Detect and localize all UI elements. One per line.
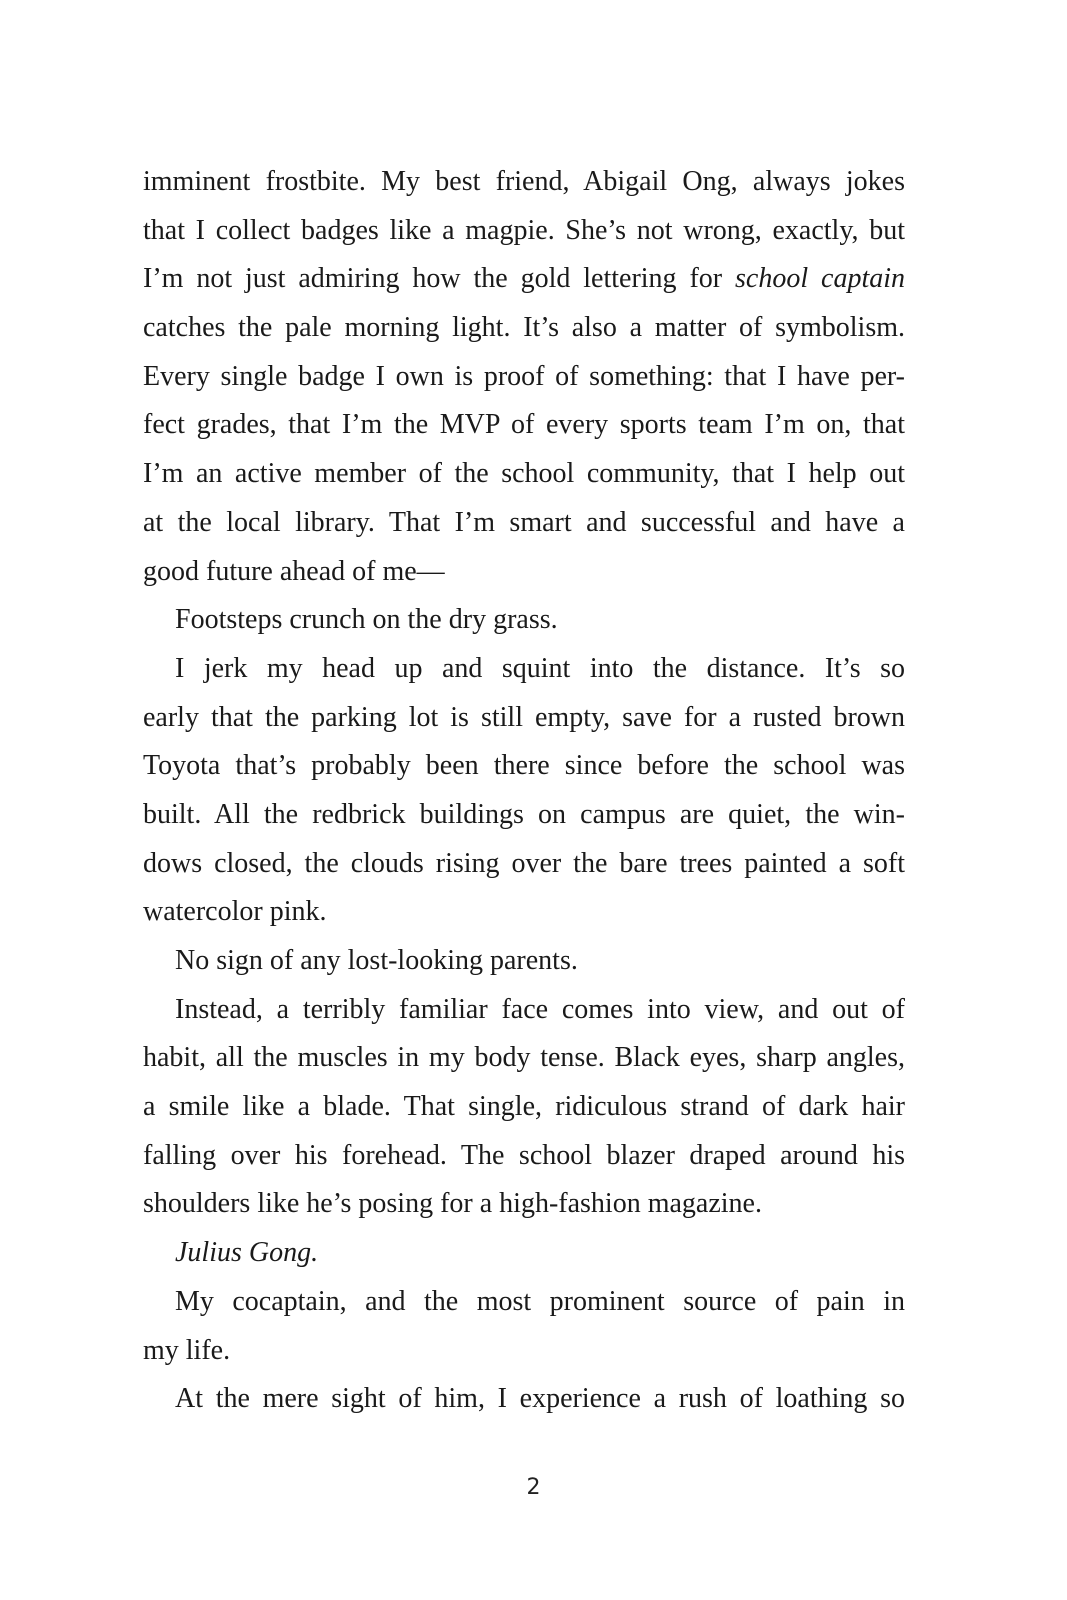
text-line: falling over his forehead. The school blazer draped around his (143, 1139, 905, 1171)
text-line: watercolor pink. (143, 896, 327, 928)
text-line: my life. (143, 1334, 231, 1366)
text-line: At the mere sight of him, I experience a rush of loathing so (175, 1383, 905, 1415)
text-line: dows closed, the clouds rising over the bare trees painted a soft (143, 847, 905, 879)
text-line: a smile like a blade. That single, ridiculous strand of dark hair (143, 1091, 905, 1123)
text-segment: I’m not just admiring how the gold lettering for (143, 263, 736, 295)
text-line: at the local library. That I’m smart and successful and have a (143, 506, 905, 538)
text-line: Footsteps crunch on the dry grass. (175, 604, 558, 636)
text-line: I jerk my head up and squint into the distance. It’s so (175, 652, 905, 684)
text-line: Julius Gong. (175, 1237, 319, 1269)
text-line: I’m an active member of the school community, that I help out (143, 458, 905, 490)
text-line: built. All the redbrick buildings on campus are quiet, the win- (143, 798, 905, 830)
text-line: My cocaptain, and the most prominent source of pain in (175, 1285, 905, 1317)
text-line: that I collect badges like a magpie. She’s not wrong, exactly, but (143, 214, 905, 246)
text-line: Instead, a terribly familiar face comes into view, and out of (175, 993, 905, 1025)
text-line: Toyota that’s probably been there since before the school was (143, 750, 905, 782)
text-line (143, 255, 905, 304)
text-line: habit, all the muscles in my body tense. Black eyes, sharp angles, (143, 1042, 905, 1074)
italic-phrase: school captain (735, 263, 906, 295)
text-line: catches the pale morning light. It’s also a matter of symbolism. (143, 312, 905, 344)
body-text (143, 158, 905, 1424)
text-line: good future ahead of me— (143, 555, 445, 587)
text-line: No sign of any lost-looking parents. (175, 945, 578, 976)
text-line: shoulders like he’s posing for a high-fashion magazine. (143, 1188, 762, 1220)
text-line: fect grades, that I’m the MVP of every sports team I’m on, that (143, 409, 905, 441)
text-line: imminent frostbite. My best friend, Abigail Ong, always jokes (143, 166, 905, 197)
text-line: Every single badge I own is proof of something: that I have per- (143, 360, 905, 392)
page-number: 2 (526, 1475, 541, 1500)
text-line: early that the parking lot is still empty, save for a rusted brown (143, 701, 905, 733)
